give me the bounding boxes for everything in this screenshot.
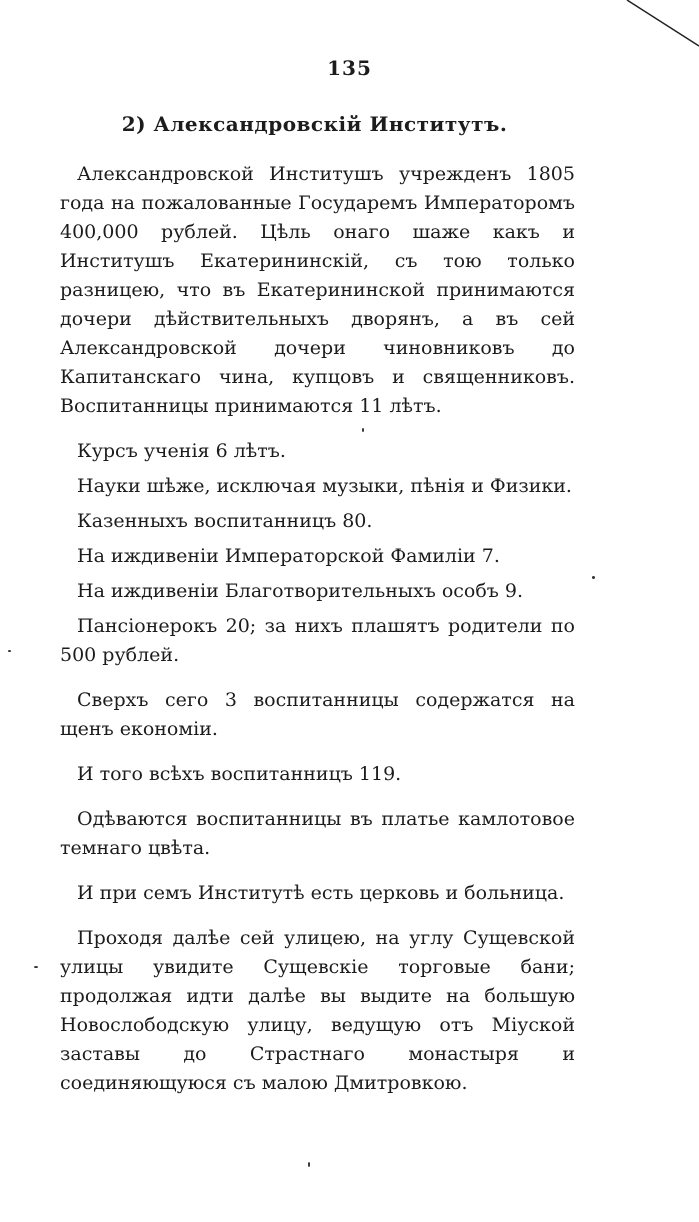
paragraph-benefactors: На иждивеніи Благотворительныхъ особъ 9. bbox=[77, 580, 524, 602]
paragraph-total-pupils: И того всѣхъ воспитанницъ 119. bbox=[77, 763, 402, 785]
paragraph-institute-founding: Александровской Институшъ учрежденъ 1805 года на пожалованные Государемъ Императоромъ 400,000 рублей. Цѣль онаго шаже какъ и Институшъ Екатерининскій, съ тою только разницею, что въ Екатерининской принимаются дочери дѣйствительныхъ дворянъ, а въ сей Александровской дочери чиновниковъ до Капитанскаго чина, купцовъ и священниковъ. Воспитанницы принимаются 11 лѣтъ. bbox=[60, 163, 575, 417]
paragraph-clothing: Одѣваются воспитанницы въ платье камлотовое темнаго цвѣта. bbox=[60, 808, 575, 859]
paragraph-state-pupils: Казенныхъ воспитанницъ 80. bbox=[77, 510, 373, 532]
paragraph-subjects: Науки шѣже, исключая музыки, пѣнія и Физики. bbox=[77, 475, 572, 497]
paragraph-course-length: Курсъ ученія 6 лѣтъ. bbox=[77, 440, 286, 462]
paragraph-imperial-family: На иждивеніи Императорской Фамиліи 7. bbox=[77, 545, 500, 567]
paragraph-church-hospital: И при семъ Институтѣ есть церковь и больница. bbox=[77, 882, 565, 904]
section-heading: 2) Александровскій Институтъ. bbox=[121, 112, 508, 136]
paragraph-economy-pupils: Сверхъ сего 3 воспитанницы содержатся на щенъ економіи. bbox=[60, 689, 575, 740]
page-corner-line bbox=[609, 0, 699, 60]
page-number: 135 bbox=[327, 56, 372, 80]
page-body bbox=[60, 160, 575, 1098]
print-speck bbox=[8, 650, 11, 652]
print-speck bbox=[34, 966, 38, 968]
print-speck bbox=[592, 576, 595, 579]
print-speck bbox=[362, 428, 364, 432]
print-speck bbox=[308, 1162, 310, 1167]
paragraph-directions: Проходя далѣе сей улицею, на углу Сущевской улицы увидите Сущевскіе торговые бани; продолжая идти далѣе вы выдите на большую Новослободскую улицу, ведущую отъ Міуской заставы до Страстнаго монастыря и соединяющуюся съ малою Дмитровкою. bbox=[60, 927, 575, 1094]
paragraph-boarders: Пансіонерокъ 20; за нихъ плашятъ родители по 500 рублей. bbox=[60, 615, 575, 666]
